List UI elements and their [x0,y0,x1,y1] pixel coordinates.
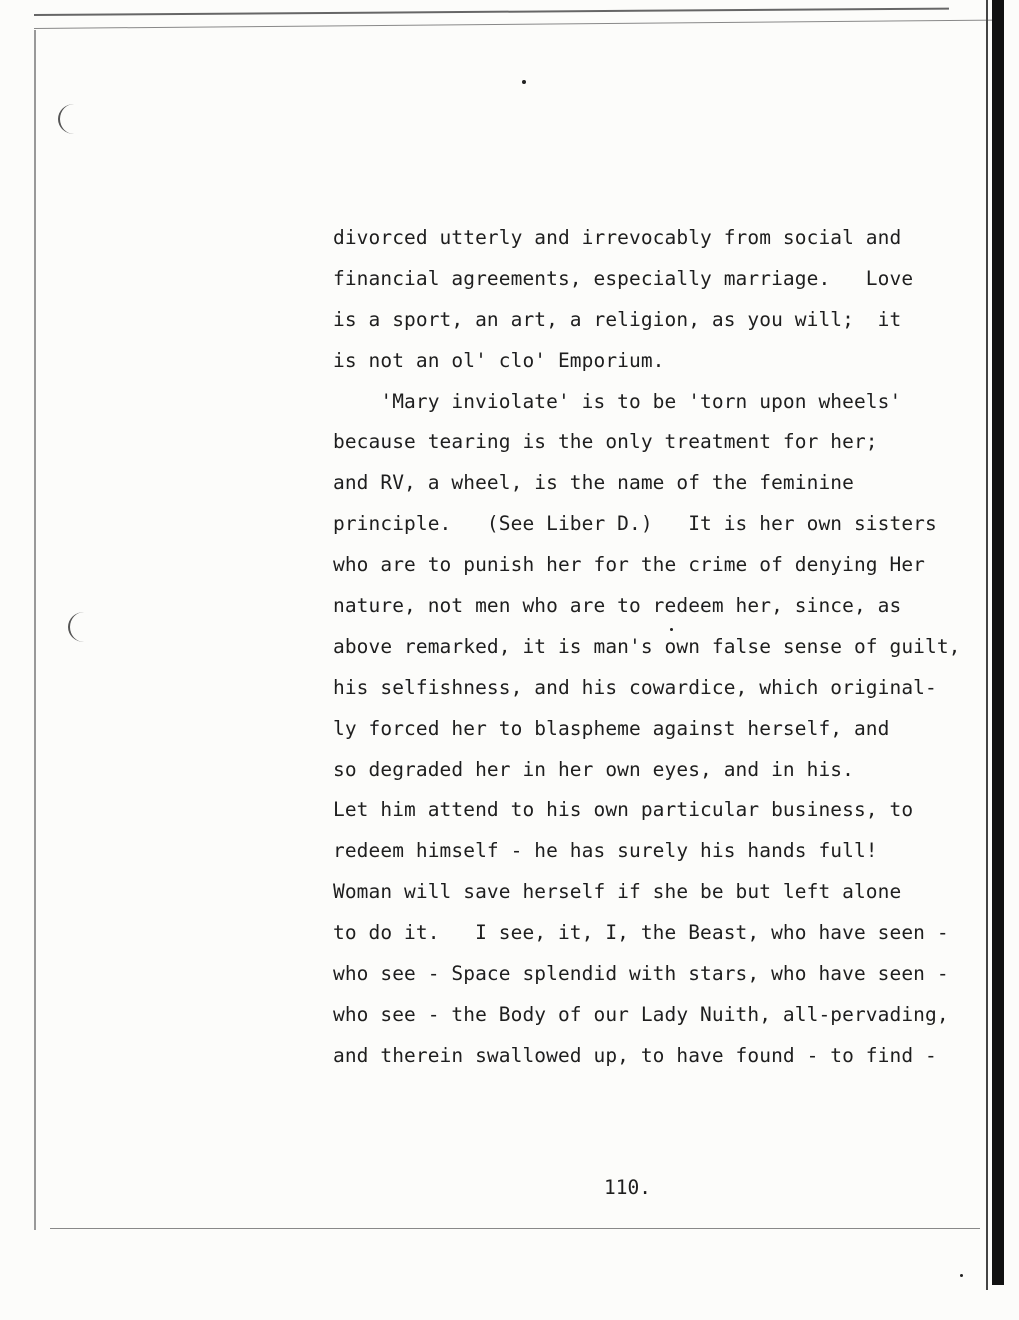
text-line: and therein swallowed up, to have found - to find - [333,1043,937,1067]
page-bottom-border [50,1228,980,1229]
scan-speck [960,1274,963,1277]
text-line: who see - Space splendid with stars, who have seen - [333,962,949,986]
text-line: because tearing is the only treatment for her; [333,430,878,454]
text-line: so degraded her in her own eyes, and in his. [333,757,854,781]
text-line: is a sport, an art, a religion, as you will; it [333,307,902,331]
text-line: who see - the Body of our Lady Nuith, all-pervading, [333,1002,949,1026]
text-line: to do it. I see, it, I, the Beast, who have seen - [333,921,949,945]
page-left-border [34,30,36,1230]
punch-hole-mark [58,104,90,134]
text-line: ly forced her to blaspheme against herself, and [333,716,890,740]
text-line: and RV, a wheel, is the name of the feminine [333,471,854,495]
typed-text-block [333,218,993,1077]
text-line: Let him attend to his own particular business, to [333,798,914,822]
text-line: 'Mary inviolate' is to be 'torn upon wheels' [333,389,902,413]
text-line: divorced utterly and irrevocably from social and [333,226,902,249]
text-line: above remarked, it is man's own false sense of guilt, [333,634,961,658]
text-line: his selfishness, and his cowardice, which original- [333,675,937,699]
scan-shadow-edge [992,0,1004,1285]
text-line: principle. (See Liber D.) It is her own sisters [333,512,937,536]
scan-speck [522,80,526,84]
text-line: Woman will save herself if she be but left alone [333,880,902,904]
page-top-edge [34,8,949,16]
text-line: redeem himself - he has surely his hands full! [333,839,878,863]
text-line: financial agreements, especially marriage. Love [333,266,914,290]
page-top-border [34,20,994,29]
text-line: is not an ol' clo' Emporium. [333,348,665,372]
punch-hole-mark [68,612,100,642]
text-line: who are to punish her for the crime of denying Her [333,553,925,577]
text-line: nature, not men who are to redeem her, since, as [333,594,902,618]
page-number: 110. [604,1176,651,1199]
